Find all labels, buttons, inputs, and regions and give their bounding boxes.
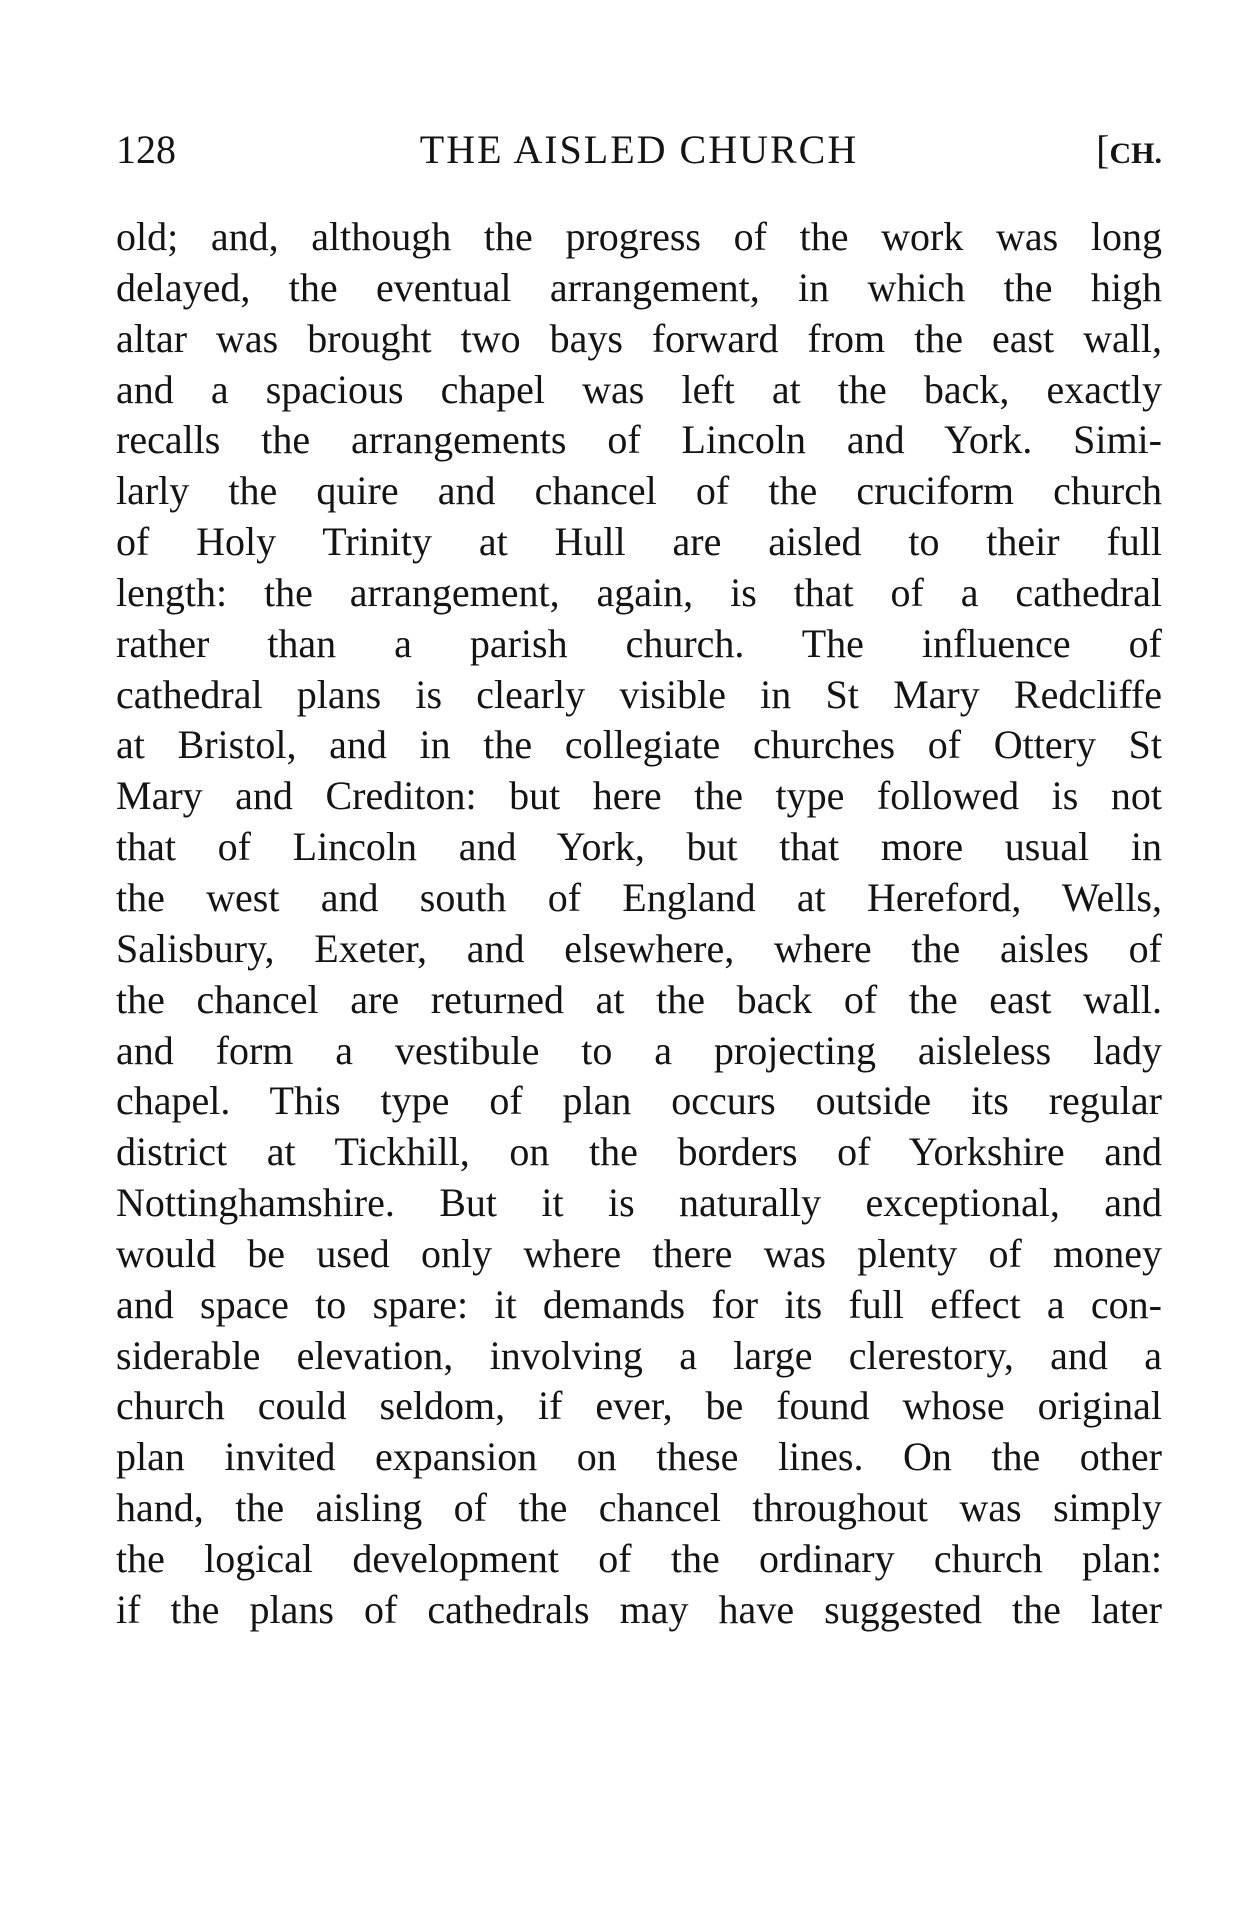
text-line: chapel. This type of plan occurs outside its regular <box>116 1078 1162 1124</box>
running-header <box>116 124 1162 175</box>
body-text <box>116 212 1162 1636</box>
text-line: plan invited expansion on these lines. On the other <box>116 1434 1162 1480</box>
text-line: if the plans of cathedrals may have suggested the later <box>116 1586 1162 1632</box>
text-line: delayed, the eventual arrangement, in which the high <box>116 264 1162 310</box>
text-line: recalls the arrangements of Lincoln and York. Simi- <box>116 417 1162 463</box>
text-line: hand, the aisling of the chancel throughout was simply <box>116 1485 1162 1531</box>
text-line: siderable elevation, involving a large clerestory, and a <box>116 1332 1162 1378</box>
text-line: and a spacious chapel was left at the back, exactly <box>116 366 1162 412</box>
running-title: THE AISLED CHURCH <box>419 127 859 172</box>
text-line: church could seldom, if ever, be found whose original <box>116 1383 1162 1429</box>
text-line: of Holy Trinity at Hull are aisled to their full <box>116 519 1162 565</box>
text-line: and space to spare: it demands for its full effect a con- <box>116 1281 1162 1327</box>
text-line: the west and south of England at Hereford, Wells, <box>116 874 1162 920</box>
text-line: old; and, although the progress of the work was long <box>116 214 1162 259</box>
text-line: that of Lincoln and York, but that more usual in <box>116 824 1162 870</box>
page-number: 128 <box>116 127 176 172</box>
chapter-bracket: [ <box>1096 127 1110 172</box>
text-line: the chancel are returned at the back of the east wall. <box>116 976 1162 1022</box>
chapter-marker <box>1096 124 1162 179</box>
text-line: Salisbury, Exeter, and elsewhere, where the aisles of <box>116 925 1162 971</box>
text-line: and form a vestibule to a projecting aisleless lady <box>116 1027 1162 1073</box>
chapter-abbrev: CH. <box>1109 137 1162 170</box>
text-line: would be used only where there was plenty of money <box>116 1230 1162 1276</box>
text-line: Nottinghamshire. But it is naturally exceptional, and <box>116 1180 1162 1226</box>
text-line: rather than a parish church. The influence of <box>116 620 1162 666</box>
text-line: altar was brought two bays forward from the east wall, <box>116 315 1162 361</box>
text-line: at Bristol, and in the collegiate churches of Ottery St <box>116 722 1162 768</box>
text-line: district at Tickhill, on the borders of Yorkshire and <box>116 1129 1162 1175</box>
text-line: cathedral plans is clearly visible in St Mary Redcliffe <box>116 671 1162 717</box>
text-line: the logical development of the ordinary church plan: <box>116 1535 1162 1581</box>
text-line: larly the quire and chancel of the cruciform church <box>116 468 1162 514</box>
text-line: Mary and Crediton: but here the type followed is not <box>116 773 1162 819</box>
text-line: length: the arrangement, again, is that of a cathedral <box>116 569 1162 615</box>
